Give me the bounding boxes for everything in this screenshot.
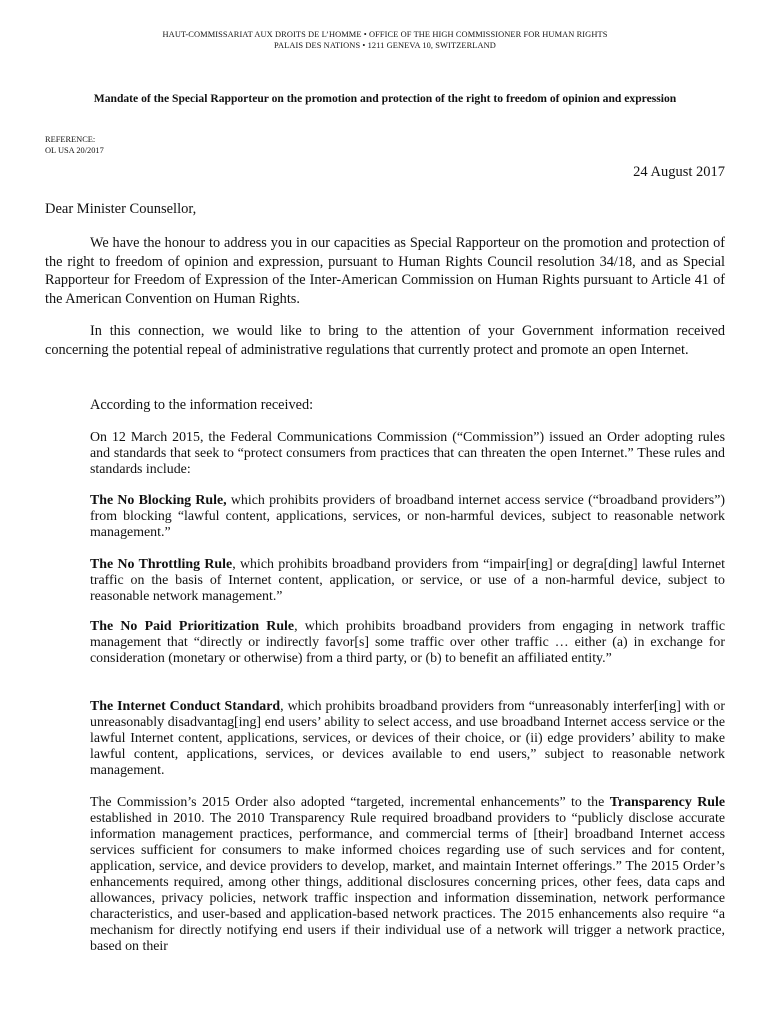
rule-text-no-throttling: , which prohibits broadband providers from “impair[ing] or degra[ding] lawful Internet traffic on the basis of Internet content, application, or service, or use of a non-harmful device, subject to reasonable network management.” (90, 557, 725, 604)
rule-text-internet-conduct: , which prohibits broadband providers from “unreasonably interfer[ing] with or unreasonably disadvantag[ing] end users’ ability to select access, and use broadband Internet access service or the lawful Internet content, applications, services, or devices of their choice, or (ii) edge providers’ ability to make lawful content, applications, services, or devices available to end users,” subject to reasonable network management. (90, 699, 725, 778)
paragraph-capacities: We have the honour to address you in our capacities as Special Rapporteur on the promotion and protection of the right to freedom of opinion and expression, pursuant to Human Rights Council resolution 34/18, and as Special Rapporteur for Freedom of Expression of the Inter-American Commission on Human Rights pursuant to Article 41 of the American Convention on Human Rights. (45, 235, 725, 307)
reference-block (45, 134, 104, 156)
quoted-paragraph-order: On 12 March 2015, the Federal Communications Commission (“Commission”) issued an Order adopting rules and standards that seek to “protect consumers from practices that can threaten the open Internet.” These rules and standards include: (90, 430, 725, 477)
reference-value: OL USA 20/2017 (45, 146, 104, 155)
quoted-rule-no-throttling (90, 557, 725, 605)
salutation: Dear Minister Counsellor, (45, 201, 197, 217)
rule-title-no-throttling: The No Throttling Rule (90, 557, 233, 572)
letterhead-line-1: HAUT-COMMISSARIAT AUX DROITS DE L’HOMME • OFFICE OF THE HIGH COMMISSIONER FOR HUMAN RIGHTS (162, 30, 608, 39)
quoted-internet-conduct-standard (90, 699, 725, 779)
rule-title-no-paid-prioritization: The No Paid Prioritization Rule (90, 619, 295, 634)
mandate-title: Mandate of the Special Rapporteur on the promotion and protection of the right to freedom of opinion and expression (93, 92, 677, 105)
letterhead (0, 29, 770, 51)
reference-label: REFERENCE: (45, 135, 96, 144)
letterhead-line-2: PALAIS DES NATIONS • 1211 GENEVA 10, SWITZERLAND (274, 41, 496, 50)
quoted-rule-no-blocking (90, 493, 725, 541)
transparency-intro: The Commission’s 2015 Order also adopted “targeted, incremental enhancements” to the (90, 795, 610, 810)
rule-text-no-blocking: which prohibits providers of broadband internet access service (“broadband providers”) from blocking “lawful content, applications, services, or non-harmful devices, subject to reasonable network management.” (90, 493, 725, 540)
rule-text-transparency: established in 2010. The 2010 Transparency Rule required broadband providers to “publicly disclose accurate information management practices, performance, and commercial terms of [their] broadband Internet access services sufficient for consumers to make informed choices regarding use of such services and for content, application, service, and device providers to develop, market, and maintain Internet offerings.” The 2015 Order’s enhancements required, among other things, additional disclosures concerning prices, other fees, data caps and allowances, privacy policies, network traffic inspection and information dissemination, network performance characteristics, and user-based and application-based network practices. The 2015 enhancements also require “a mechanism for directly notifying end users if their individual use of a network will trigger a network practice, based on their (90, 811, 725, 954)
paragraph-connection: In this connection, we would like to bring to the attention of your Government information received concerning the potential repeal of administrative regulations that currently protect and promote an open Internet. (45, 323, 725, 358)
rule-title-internet-conduct: The Internet Conduct Standard (90, 699, 281, 714)
paragraph-intro: According to the information received: (90, 397, 314, 413)
rule-text-no-paid-prioritization: , which prohibits broadband providers from engaging in network traffic management that “directly or indirectly favor[s] some traffic over other traffic … either (a) in exchange for consideration (monetary or otherwise) from a third party, or (b) to benefit an affiliated entity.” (90, 619, 725, 666)
quoted-transparency-rule (90, 795, 725, 955)
quoted-rule-no-paid-prioritization (90, 619, 725, 667)
rule-title-transparency: Transparency Rule (609, 795, 725, 810)
letter-date: 24 August 2017 (633, 164, 725, 180)
rule-title-no-blocking: The No Blocking Rule, (90, 493, 227, 508)
